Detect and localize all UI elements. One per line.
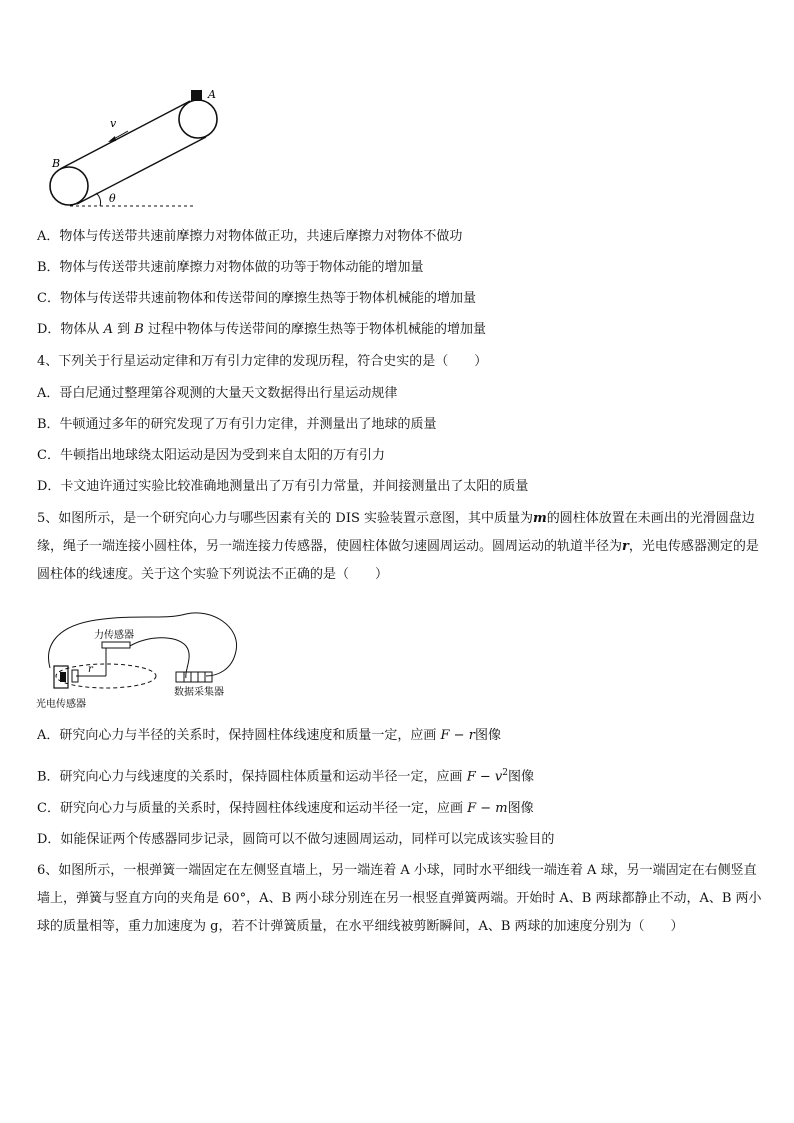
q5-stem-part3: ，光电传感器测定的是圆柱体的线速度。关于这个实验下列说法不正确的是（ ） bbox=[37, 539, 759, 582]
upper-pulley bbox=[179, 100, 217, 138]
q6-stem: 6、如图所示，一根弹簧一端固定在左侧竖直墙上，另一端连着 A 小球，同时水平细线一端连着 A 球，另一端固定在右侧竖直墙上，弹簧与竖直方向的夹角是 60°，A、B 两小球分别连在另一根竖直弹簧两端。开始时 A、B 两球都静止不动，A、B 两小球的质量相等，重力加速度为 g，若不计弹簧质量，在水平细线被剪断瞬间，A、B 两球的加速度分别为（ ） bbox=[37, 863, 762, 934]
q5-option-a-pre: A．研究向心力与半径的关系时，保持圆柱体线速度和质量一定，应画 bbox=[37, 728, 437, 743]
q5-stem-m: m bbox=[533, 511, 547, 526]
q5-option-b-sup: 2 bbox=[502, 768, 508, 778]
q5-option-a-post: 图像 bbox=[474, 728, 501, 743]
block-a bbox=[191, 90, 202, 101]
lower-pulley bbox=[50, 167, 88, 205]
q4-option-d: D．卡文迪许通过实验比较准确地测量出了万有引力常量，并间接测量出了太阳的质量 bbox=[37, 479, 529, 494]
label-a: A bbox=[208, 88, 216, 101]
sensor-cable bbox=[49, 613, 237, 676]
label-v: v bbox=[110, 117, 117, 130]
q3-option-d-mid: 到 bbox=[117, 322, 131, 337]
photo-sensor-inner bbox=[60, 672, 66, 682]
q5-stem-part2: 的圆柱体放置在未画出的光滑圆盘边缘，绳子一端连接小圆柱体，另一端连接力传感器，使圆柱体做匀速圆周运动。圆周运动的轨道半径为 bbox=[37, 511, 755, 554]
q3-option-d-a: A bbox=[103, 322, 113, 337]
label-theta: θ bbox=[109, 192, 116, 205]
q5-option-c-pre: C．研究向心力与质量的关系时，保持圆柱体线速度和运动半径一定，应画 bbox=[37, 801, 463, 816]
q3-option-d-b: B bbox=[134, 322, 144, 337]
q5-stem-part1: 5、如图所示，是一个研究向心力与哪些因素有关的 DIS 实验装置示意图，其中质量为 bbox=[37, 511, 534, 526]
q5-stem-r: r bbox=[622, 539, 629, 554]
force-sensor-label: 力传感器 bbox=[94, 630, 134, 641]
q5-option-b-pre: B．研究向心力与线速度的关系时，保持圆柱体质量和运动半径一定，应画 bbox=[37, 769, 463, 785]
q5-option-b-formula: F − v bbox=[466, 769, 503, 785]
q3-option-d-pre: D．物体从 bbox=[37, 322, 100, 337]
q3-option-d bbox=[37, 321, 486, 339]
q3-option-c: C．物体与传送带共速前物体和传送带间的摩擦生热等于物体机械能的增加量 bbox=[37, 291, 476, 306]
dis-apparatus-figure bbox=[36, 606, 246, 714]
q5-option-d: D．如能保证两个传感器同步记录，圆筒可以不做匀速圆周运动，同样可以完成该实验目的 bbox=[37, 832, 555, 847]
velocity-arrowhead bbox=[108, 136, 116, 142]
q5-stem bbox=[37, 505, 767, 589]
q5-option-c-post: 图像 bbox=[507, 801, 534, 816]
data-collector-label: 数据采集器 bbox=[174, 687, 224, 698]
data-collector-box bbox=[176, 672, 212, 682]
q4-option-b: B．牛顿通过多年的研究发现了万有引力定律，并测量出了地球的质量 bbox=[37, 417, 437, 432]
q3-option-b: B．物体与传送带共速前摩擦力对物体做的功等于物体动能的增加量 bbox=[37, 260, 424, 275]
force-sensor-box bbox=[102, 642, 130, 648]
q5-option-b-post: 图像 bbox=[507, 769, 534, 785]
label-b: B bbox=[52, 157, 61, 170]
q4-stem: 4、下列关于行星运动定律和万有引力定律的发现历程，符合史实的是（ ） bbox=[37, 354, 488, 369]
q5-option-a bbox=[37, 727, 501, 745]
theta-arc bbox=[96, 193, 101, 206]
q5-option-c bbox=[37, 800, 534, 818]
belt-bottom bbox=[77, 137, 206, 204]
q4-option-a: A．哥白尼通过整理第谷观测的大量天文数据得出行星运动规律 bbox=[37, 386, 398, 401]
conveyor-belt-figure bbox=[30, 85, 230, 210]
photo-sensor-label: 光电传感器 bbox=[36, 699, 86, 710]
radius-label: r bbox=[88, 664, 93, 675]
q3-option-a: A．物体与传送带共速前摩擦力对物体做正功，共速后摩擦力对物体不做功 bbox=[37, 229, 463, 244]
q4-option-c: C．牛顿指出地球绕太阳运动是因为受到来自太阳的万有引力 bbox=[37, 448, 385, 463]
q5-option-c-formula: F − m bbox=[467, 801, 508, 816]
q5-option-b bbox=[37, 764, 534, 786]
q5-option-a-formula: F − r bbox=[440, 728, 475, 743]
belt-top bbox=[60, 101, 190, 169]
q3-option-d-post: 过程中物体与传送带间的摩擦生热等于物体机械能的增加量 bbox=[147, 322, 486, 337]
